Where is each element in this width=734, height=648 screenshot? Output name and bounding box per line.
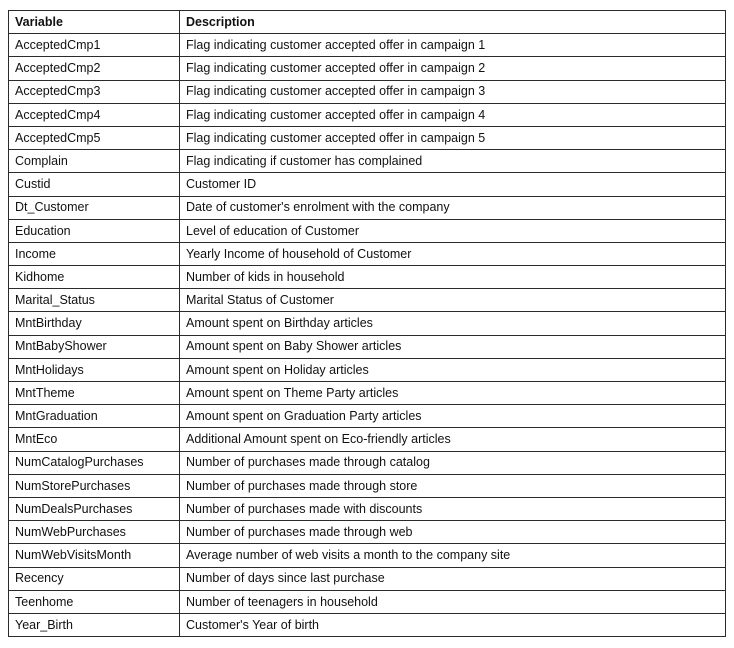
table-row (9, 150, 726, 173)
table-row (9, 103, 726, 126)
variable-cell: Custid (9, 173, 180, 196)
description-cell: Amount spent on Theme Party articles (180, 382, 726, 405)
variable-cell: MntBabyShower (9, 335, 180, 358)
table-row (9, 358, 726, 381)
variable-cell: NumStorePurchases (9, 474, 180, 497)
description-cell: Flag indicating customer accepted offer in campaign 5 (180, 126, 726, 149)
variable-cell: Kidhome (9, 266, 180, 289)
variable-cell: Teenhome (9, 590, 180, 613)
description-cell: Additional Amount spent on Eco-friendly articles (180, 428, 726, 451)
table-row (9, 80, 726, 103)
header-variable: Variable (9, 11, 180, 34)
description-cell: Customer's Year of birth (180, 613, 726, 636)
table-row (9, 126, 726, 149)
variable-cell: MntTheme (9, 382, 180, 405)
table-row (9, 34, 726, 57)
variable-cell: Complain (9, 150, 180, 173)
variable-cell: Year_Birth (9, 613, 180, 636)
table-row (9, 521, 726, 544)
description-cell: Marital Status of Customer (180, 289, 726, 312)
table-row (9, 567, 726, 590)
table-row (9, 428, 726, 451)
description-cell: Amount spent on Graduation Party articles (180, 405, 726, 428)
variable-cell: MntEco (9, 428, 180, 451)
variable-cell: MntGraduation (9, 405, 180, 428)
description-cell: Number of teenagers in household (180, 590, 726, 613)
table-row (9, 173, 726, 196)
table-row (9, 266, 726, 289)
description-cell: Number of purchases made through catalog (180, 451, 726, 474)
variable-cell: AcceptedCmp5 (9, 126, 180, 149)
table-row (9, 613, 726, 636)
table-row (9, 405, 726, 428)
description-cell: Number of purchases made with discounts (180, 497, 726, 520)
table-body (9, 34, 726, 637)
description-cell: Yearly Income of household of Customer (180, 242, 726, 265)
description-cell: Flag indicating customer accepted offer in campaign 2 (180, 57, 726, 80)
variable-cell: AcceptedCmp1 (9, 34, 180, 57)
description-cell: Date of customer's enrolment with the company (180, 196, 726, 219)
description-cell: Amount spent on Baby Shower articles (180, 335, 726, 358)
variable-cell: AcceptedCmp2 (9, 57, 180, 80)
table-row (9, 335, 726, 358)
table-row (9, 57, 726, 80)
variable-cell: AcceptedCmp4 (9, 103, 180, 126)
table-header-row (9, 11, 726, 34)
variable-cell: NumDealsPurchases (9, 497, 180, 520)
variable-cell: MntHolidays (9, 358, 180, 381)
table-row (9, 196, 726, 219)
table-row (9, 497, 726, 520)
table-row (9, 289, 726, 312)
table-row (9, 451, 726, 474)
description-cell: Number of purchases made through store (180, 474, 726, 497)
description-cell: Flag indicating customer accepted offer in campaign 3 (180, 80, 726, 103)
variable-cell: Income (9, 242, 180, 265)
table-row (9, 312, 726, 335)
description-cell: Level of education of Customer (180, 219, 726, 242)
variable-cell: NumWebVisitsMonth (9, 544, 180, 567)
table-row (9, 382, 726, 405)
description-cell: Number of purchases made through web (180, 521, 726, 544)
table-row (9, 590, 726, 613)
table-row (9, 544, 726, 567)
description-cell: Flag indicating customer accepted offer in campaign 4 (180, 103, 726, 126)
variable-table-container (8, 10, 725, 637)
description-cell: Number of days since last purchase (180, 567, 726, 590)
variable-cell: AcceptedCmp3 (9, 80, 180, 103)
description-cell: Flag indicating if customer has complained (180, 150, 726, 173)
table-row (9, 219, 726, 242)
variable-cell: Education (9, 219, 180, 242)
description-cell: Average number of web visits a month to the company site (180, 544, 726, 567)
variable-cell: MntBirthday (9, 312, 180, 335)
description-cell: Customer ID (180, 173, 726, 196)
description-cell: Amount spent on Holiday articles (180, 358, 726, 381)
variable-cell: Dt_Customer (9, 196, 180, 219)
variable-cell: NumWebPurchases (9, 521, 180, 544)
variable-cell: NumCatalogPurchases (9, 451, 180, 474)
table-row (9, 474, 726, 497)
description-cell: Amount spent on Birthday articles (180, 312, 726, 335)
variable-cell: Recency (9, 567, 180, 590)
variable-description-table (8, 10, 726, 637)
table-row (9, 242, 726, 265)
header-description: Description (180, 11, 726, 34)
description-cell: Number of kids in household (180, 266, 726, 289)
description-cell: Flag indicating customer accepted offer in campaign 1 (180, 34, 726, 57)
variable-cell: Marital_Status (9, 289, 180, 312)
